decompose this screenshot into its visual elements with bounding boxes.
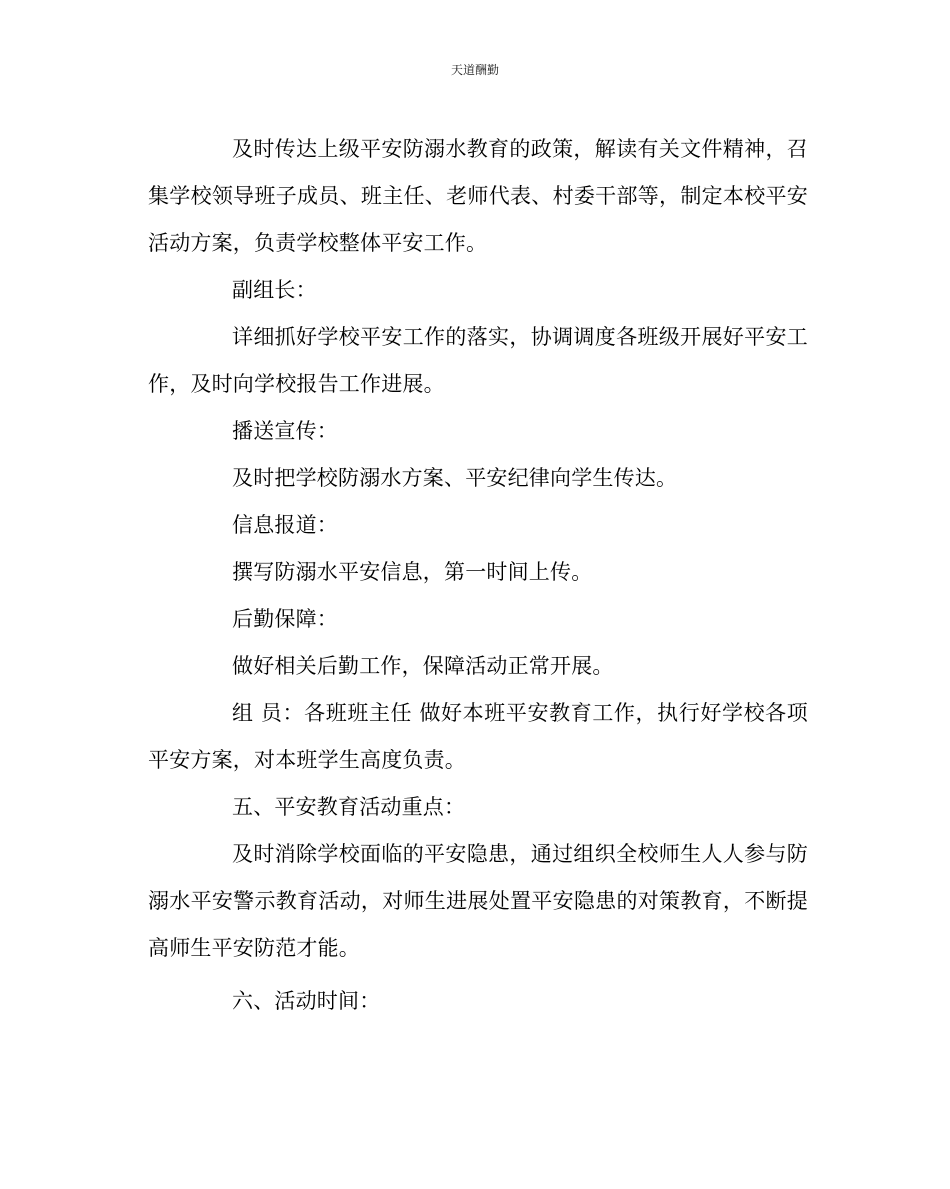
page-header: 天道酬勤 — [450, 63, 499, 77]
paragraph-logistics-duties: 做好相关后勤工作，保障活动正常开展。 — [232, 654, 614, 678]
heading-section-six: 六、活动时间： — [232, 989, 381, 1013]
heading-broadcast: 播送宣传： — [232, 419, 338, 443]
paragraph-focus: 及时消除学校面临的平安隐患，通过组织全校师生人人参与防溺水平安警示教育活动，对师生进展处置平安隐患的对策教育，不断提高师生平安防范才能。 — [148, 842, 808, 960]
heading-section-five: 五、平安教育活动重点： — [232, 795, 466, 819]
heading-logistics: 后勤保障： — [232, 607, 338, 631]
paragraph-deputy-duties: 详细抓好学校平安工作的落实，协调调度各班级开展好平安工作，及时向学校报告工作进展。 — [148, 325, 808, 396]
paragraph-members: 组 员：各班班主任 做好本班平安教育工作，执行好学校各项平安方案，对本班学生高度负责。 — [148, 701, 808, 772]
paragraph-info-duties: 撰写防溺水平安信息，第一时间上传。 — [232, 560, 593, 584]
heading-deputy-leader: 副组长： — [232, 278, 317, 302]
paragraph-broadcast-duties: 及时把学校防溺水方案、平安纪律向学生传达。 — [232, 466, 678, 490]
document-body — [148, 126, 808, 1025]
paragraph-leader-duties: 及时传达上级平安防溺水教育的政策，解读有关文件精神，召集学校领导班子成员、班主任、老师代表、村委干部等，制定本校平安活动方案，负责学校整体平安工作。 — [148, 137, 808, 255]
heading-info-report: 信息报道： — [232, 513, 338, 537]
